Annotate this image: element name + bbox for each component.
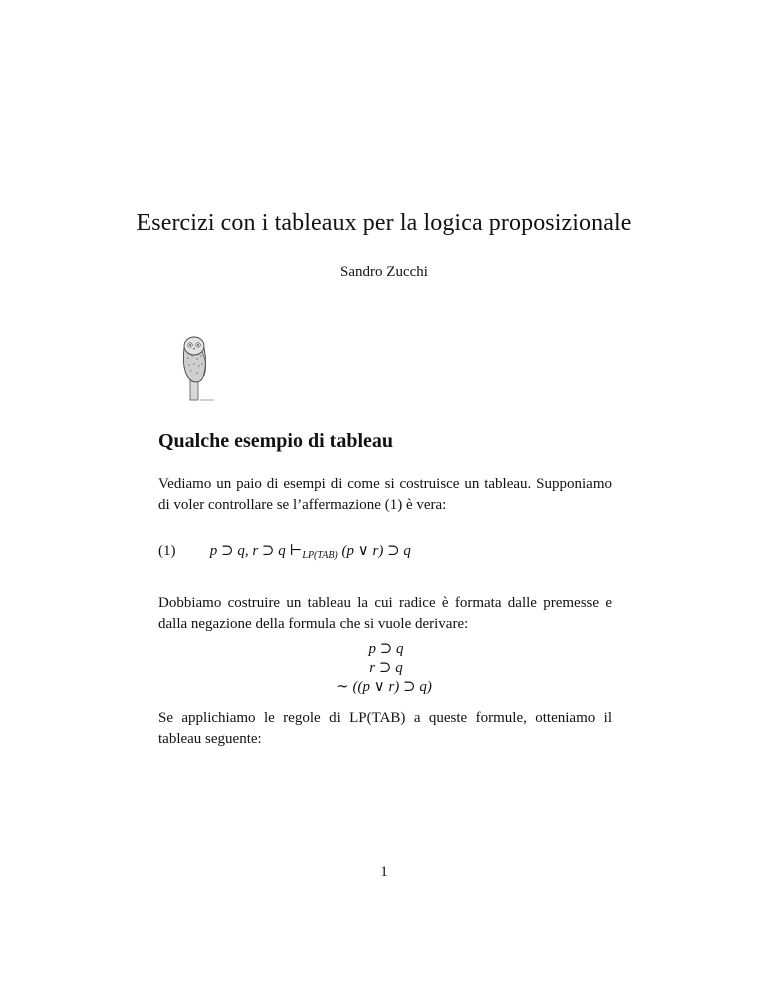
root-formula-2: r ⊃ q — [369, 660, 403, 676]
root-formula-1: p ⊃ q — [368, 641, 404, 657]
example-conclusion: (p ∨ r) ⊃ q — [341, 543, 411, 559]
author-name: Sandro Zucchi — [340, 264, 428, 280]
example-formula — [210, 543, 411, 559]
turnstile-symbol: ⊢ — [289, 543, 303, 559]
page-number: 1 — [380, 864, 388, 880]
tableau-root — [0, 640, 768, 697]
paragraph-intro: Vediamo un paio di esempi di come si costruisce un tableau. Supponiamo di voler controllare se l’affermazione (1) è vera: — [158, 476, 612, 513]
paragraph-rules: Se applichiamo le regole di LP(TAB) a queste formule, otteniamo il tableau seguente: — [158, 710, 612, 747]
owl-on-post-icon — [172, 334, 220, 404]
root-formula-3: ∼ ((p ∨ r) ⊃ q) — [336, 679, 432, 695]
example-1 — [158, 540, 612, 564]
turnstile-subscript: LP(TAB) — [302, 550, 338, 561]
example-premises: p ⊃ q, r ⊃ q — [209, 543, 286, 559]
example-number: (1) — [158, 543, 176, 559]
paper-title: Esercizi con i tableaux per la logica proposizionale — [136, 210, 632, 236]
paragraph-root: Dobbiamo costruire un tableau la cui radice è formata dalle premesse e dalla negazione della formula che si vuole derivare: — [158, 595, 612, 632]
section-heading: Qualche esempio di tableau — [158, 430, 394, 452]
